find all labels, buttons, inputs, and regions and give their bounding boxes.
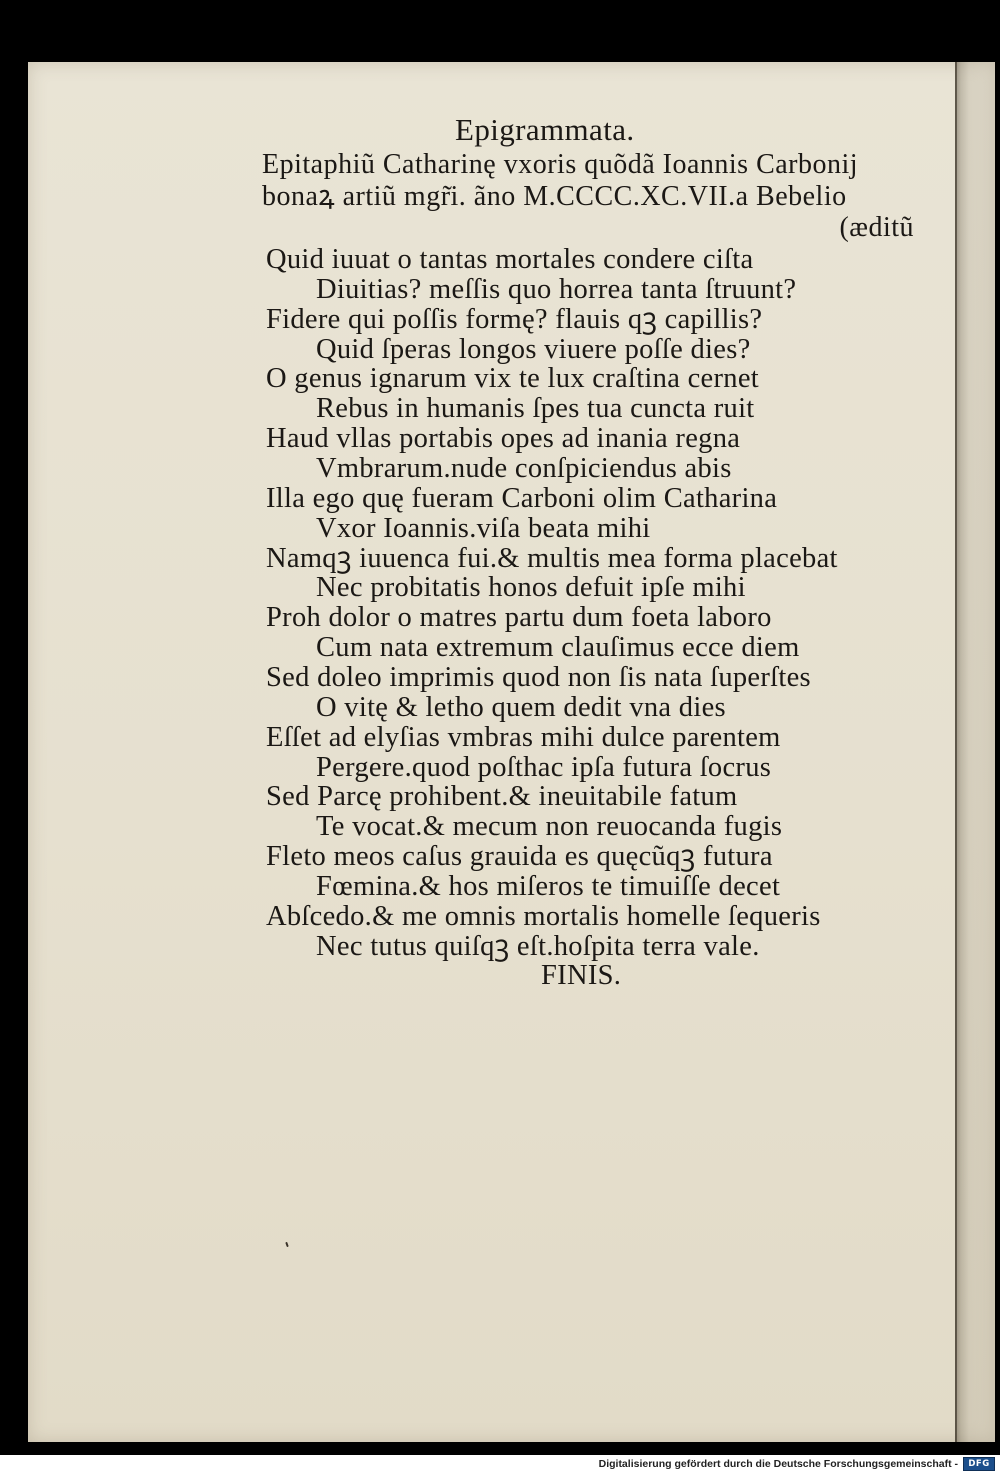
heading-line-2: bonaꝝ artiũ mgr̃i. ãno M.CCCC.XC.VII.a Bebelio [262,180,847,212]
poem-verse: Fidere qui poſſis formę? flauis qꝫ capillis? [266,303,763,335]
running-title: Epigrammata. [455,112,635,147]
poem-verse: Pergere.quod poſthac ipſa futura ſocrus [316,751,772,783]
poem-verse: Quid ſperas longos viuere poſſe dies? [316,333,751,365]
poem-verse: Quid iuuat o tantas mortales condere ciſta [266,244,754,275]
page-fore-edge-shadow [955,62,995,1442]
poem-verse: Vxor Ioannis.viſa beata mihi [316,512,651,544]
digitization-footer [0,1455,1000,1473]
poem-verse: Cum nata extremum clauſimus ecce diem [316,632,800,664]
explicit-finis: FINIS. [541,960,622,991]
poem-verse: Haud vllas portabis opes ad inania regna [266,423,741,455]
poem-verse: Nec tutus quiſqꝫ eſt.hoſpita terra vale. [316,930,760,962]
poem-verse: Fleto meos caſus grauida es quęcũqꝫ futura [266,841,773,873]
poem-verse: Nec probitatis honos defuit ipſe mihi [316,572,746,604]
poem-verse: Fœmina.& hos miſeros te timuiſſe decet [316,871,781,903]
poem-verse: Diuitias? meſſis quo horrea tanta ſtruunt? [316,273,797,305]
poem-verse: Sed Parcę prohibent.& ineuitabile fatum [266,781,738,813]
poem-verse: Rebus in humanis ſpes tua cuncta ruit [316,393,755,425]
poem [266,245,838,962]
funding-credit: Digitalisierung gefördert durch die Deutsche Forschungsgemeinschaft - [598,1458,958,1470]
heading-line-3: (æditũ [839,212,914,243]
page-gutter-line [955,62,957,1442]
heading-line-1: Epitaphiũ Catharinę vxoris quõdã Ioannis Carbonij [262,149,859,180]
poem-verse: O vitę & letho quem dedit vna dies [316,691,726,723]
poem-verse: Eſſet ad elyſias vmbras mihi dulce parentem [266,721,781,753]
poem-verse: Abſcedo.& me omnis mortalis homelle ſequeris [266,900,821,932]
poem-verse: Illa ego quę fueram Carboni olim Catharina [266,482,778,514]
poem-verse: Sed doleo imprimis quod non ſis nata ſuperſtes [266,662,811,694]
poem-verse: Te vocat.& mecum non reuocanda fugis [316,811,783,843]
poem-verse: Proh dolor o matres partu dum foeta laboro [266,602,772,634]
ink-speck [285,1242,289,1247]
poem-verse: Vmbrarum.nude conſpiciendus abis [316,453,732,485]
poem-verse: O genus ignarum vix te lux craſtina cernet [266,363,759,395]
poem-verse: Namqꝫ iuuenca fui.& multis mea forma placebat [266,542,838,574]
dfg-logo: DFG [963,1457,995,1471]
epitaph-heading [262,149,914,244]
